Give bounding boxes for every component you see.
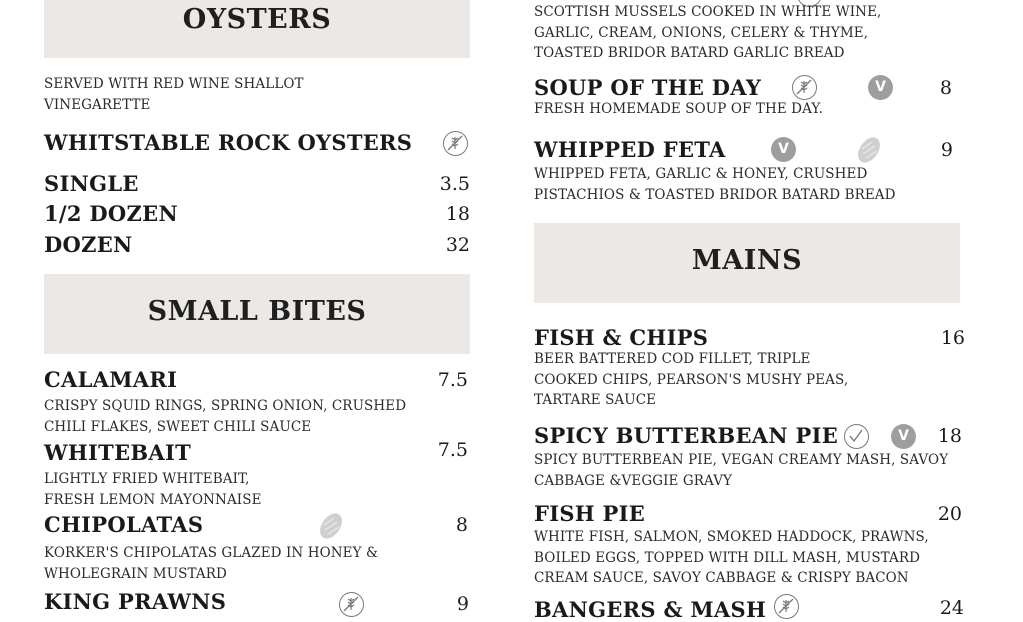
item-price-calamari: 7.5 [437,369,468,391]
item-desc-whitebait: LIGHTLY FRIED WHITEBAIT, FRESH LEMON MAYONNAISE [44,471,262,508]
size-label-dozen: DOZEN [44,232,133,257]
mains-banner [534,223,960,303]
item-name-spicy-butterbean-pie: SPICY BUTTERBEAN PIE [534,423,838,448]
item-desc-calamari: CRISPY SQUID RINGS, SPRING ONION, CRUSHED CHILI FLAKES, SWEET CHILI SAUCE [44,398,407,435]
gluten-free-icon [774,594,799,619]
size-price-half-dozen: 18 [445,203,470,225]
size-price-dozen: 32 [445,234,470,256]
oysters-description: SERVED WITH RED WINE SHALLOT VINEGARETTE [44,76,304,113]
item-name-chipolatas: CHIPOLATAS [44,512,204,537]
vegetarian-icon: V [771,137,796,162]
item-price-fish-pie: 20 [937,503,962,525]
size-price-single: 3.5 [439,173,470,195]
item-price-spicy-butterbean-pie: 18 [937,425,962,447]
section-title-mains: MAINS [691,245,803,276]
item-price-soup-of-the-day: 8 [939,77,952,99]
item-desc-chipolatas: KORKER'S CHIPOLATAS GLAZED IN HONEY & WHOLEGRAIN MUSTARD [44,545,379,582]
item-name-whitebait: WHITEBAIT [44,440,192,465]
item-name-fish-pie: FISH PIE [534,501,646,526]
mussels-description: SCOTTISH MUSSELS COOKED IN WHITE WINE, GARLIC, CREAM, ONIONS, CELERY & THYME, TOASTED BRIDOR BATARD GARLIC BREAD [534,4,882,61]
item-name-king-prawns: KING PRAWNS [44,589,227,614]
item-name-bangers-and-mash: BANGERS & MASH [534,597,767,622]
item-price-fish-and-chips: 16 [940,327,965,349]
item-price-whitebait: 7.5 [437,439,468,461]
size-label-single: SINGLE [44,171,139,196]
item-name-soup-of-the-day: SOUP OF THE DAY [534,75,762,100]
item-name-whipped-feta: WHIPPED FETA [534,137,726,162]
gluten-free-icon [792,75,817,100]
item-desc-spicy-butterbean-pie: SPICY BUTTERBEAN PIE, VEGAN CREAMY MASH, SAVOY CABBAGE &VEGGIE GRAVY [534,452,949,489]
gluten-free-icon [339,592,364,617]
section-title-small-bites: SMALL BITES [147,296,367,327]
section-title-oysters: OYSTERS [182,4,332,35]
item-desc-whipped-feta: WHIPPED FETA, GARLIC & HONEY, CRUSHED PISTACHIOS & TOASTED BRIDOR BATARD BREAD [534,166,896,203]
size-label-half-dozen: 1/2 DOZEN [44,201,178,226]
item-price-whipped-feta: 9 [940,139,953,161]
item-price-chipolatas: 8 [455,514,468,536]
nut-icon [853,134,885,166]
gluten-free-icon [443,131,468,156]
item-name-fish-and-chips: FISH & CHIPS [534,325,709,350]
vegetarian-icon: V [891,424,916,449]
item-desc-fish-pie: WHITE FISH, SALMON, SMOKED HADDOCK, PRAWNS, BOILED EGGS, TOPPED WITH DILL MASH, MUSTARD CREAM SAUCE, SAVOY CABBAGE & CRISPY BACON [534,529,929,586]
oysters-banner [44,0,470,58]
nut-icon [315,510,347,542]
vegetarian-icon: V [868,75,893,100]
item-name-calamari: CALAMARI [44,367,178,392]
item-desc-fish-and-chips: BEER BATTERED COD FILLET, TRIPLE COOKED CHIPS, PEARSON'S MUSHY PEAS, TARTARE SAUCE [534,351,849,408]
item-name-whitstable-oysters: WHITSTABLE ROCK OYSTERS [44,130,413,155]
small-bites-banner [44,274,470,354]
item-price-king-prawns: 9 [456,593,469,615]
item-price-bangers-and-mash: 24 [939,597,964,619]
item-desc-soup-of-the-day: FRESH HOMEMADE SOUP OF THE DAY. [534,101,824,117]
vegan-icon [844,424,869,449]
